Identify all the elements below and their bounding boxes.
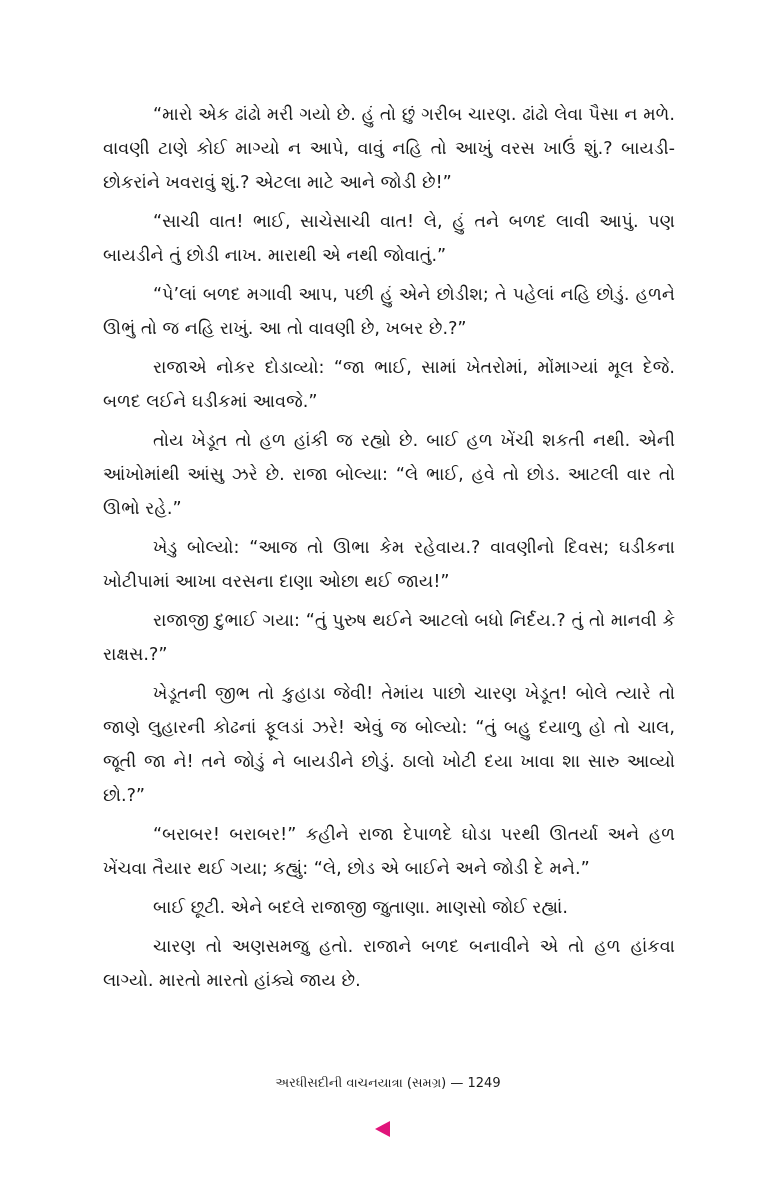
paragraph-7: રાજાજી દુભાઈ ગયા: “તું પુરુષ થઈને આટલો બધો નિર્દય.? તું તો માનવી કે રાક્ષસ.?” — [103, 611, 675, 665]
paragraph-11: ચારણ તો અણસમજુ હતો. રાજાને બળદ બનાવીને એ તો હળ હાંકવા લાગ્યો. મારતો મારતો હાંક્યે જાય છે. — [103, 937, 675, 991]
page-footer: અરધીસદીની વાચનયાત્રા (સમગ્ર) — 1249 — [275, 1076, 501, 1091]
left-triangle-icon[interactable] — [375, 1121, 390, 1137]
paragraph-8: ખેડૂતની જીભ તો કુહાડા જેવી! તેમાંય પાછો ચારણ ખેડૂત! બોલે ત્યારે તો જાણે લુહારની કોઢનાં ફૂલડાં ઝરે! એવું જ બોલ્યો: “તું બહુ દયાળુ હો તો ચાલ, જૂતી જા ને! તને જોડું ને બાયડીને છોડું. ઠાલો ખોટી દયા ખાવા શા સારુ આવ્યો છો.?” — [103, 684, 675, 806]
paragraph-6: ખેડુ બોલ્યો: “આજ તો ઊભા કેમ રહેવાય.? વાવણીનો દિવસ; ઘડીકના ખોટીપામાં આખા વરસના દાણા ઓછા થઈ જાય!” — [103, 538, 675, 592]
paragraph-2: “સાચી વાત! ભાઈ, સાચેસાચી વાત! લે, હું તને બળદ લાવી આપું. પણ બાયડીને તું છોડી નાખ. મારાથી એ નથી જોવાતું.” — [103, 212, 675, 266]
body-text — [103, 98, 675, 1003]
paragraph-3: “પે’લાં બળદ મગાવી આપ, પછી હું એને છોડીશ; તે પહેલાં નહિ છોડું. હળને ઊભું તો જ નહિ રાખું. આ તો વાવણી છે, ખબર છે.?” — [103, 285, 675, 339]
paragraph-5: તોય ખેડૂત તો હળ હાંકી જ રહ્યો છે. બાઈ હળ ખેંચી શકતી નથી. એની આંખોમાંથી આંસુ ઝરે છે. રાજા બોલ્યા: “લે ભાઈ, હવે તો છોડ. આટલી વાર તો ઊભો રહે.” — [103, 431, 675, 519]
paragraph-4: રાજાએ નોકર દોડાવ્યો: “જા ભાઈ, સામાં ખેતરોમાં, મોંમાગ્યાં મૂલ દેજે. બળદ લઈને ઘડીકમાં આવજે.” — [103, 358, 675, 412]
paragraph-1: “મારો એક ઢાંઢો મરી ગયો છે. હું તો છું ગરીબ ચારણ. ઢાંઢો લેવા પૈસા ન મળે. વાવણી ટાણે કોઈ માગ્યો ન આપે, વાવું નહિ તો આખું વરસ ખાઉં શું.? બાયડી-છોકરાંને ખવરાવું શું.? એટલા માટે આને જોડી છે!” — [103, 105, 675, 193]
paragraph-10: બાઈ છૂટી. એને બદલે રાજાજી જુતાણા. માણસો જોઈ રહ્યાં. — [153, 898, 568, 918]
paragraph-9: “બરાબર! બરાબર!” કહીને રાજા દેપાળદે ઘોડા પરથી ઊતર્યા અને હળ ખેંચવા તૈયાર થઈ ગયા; કહ્યું: “લે, છોડ એ બાઈને અને જોડી દે મને.” — [103, 825, 675, 879]
